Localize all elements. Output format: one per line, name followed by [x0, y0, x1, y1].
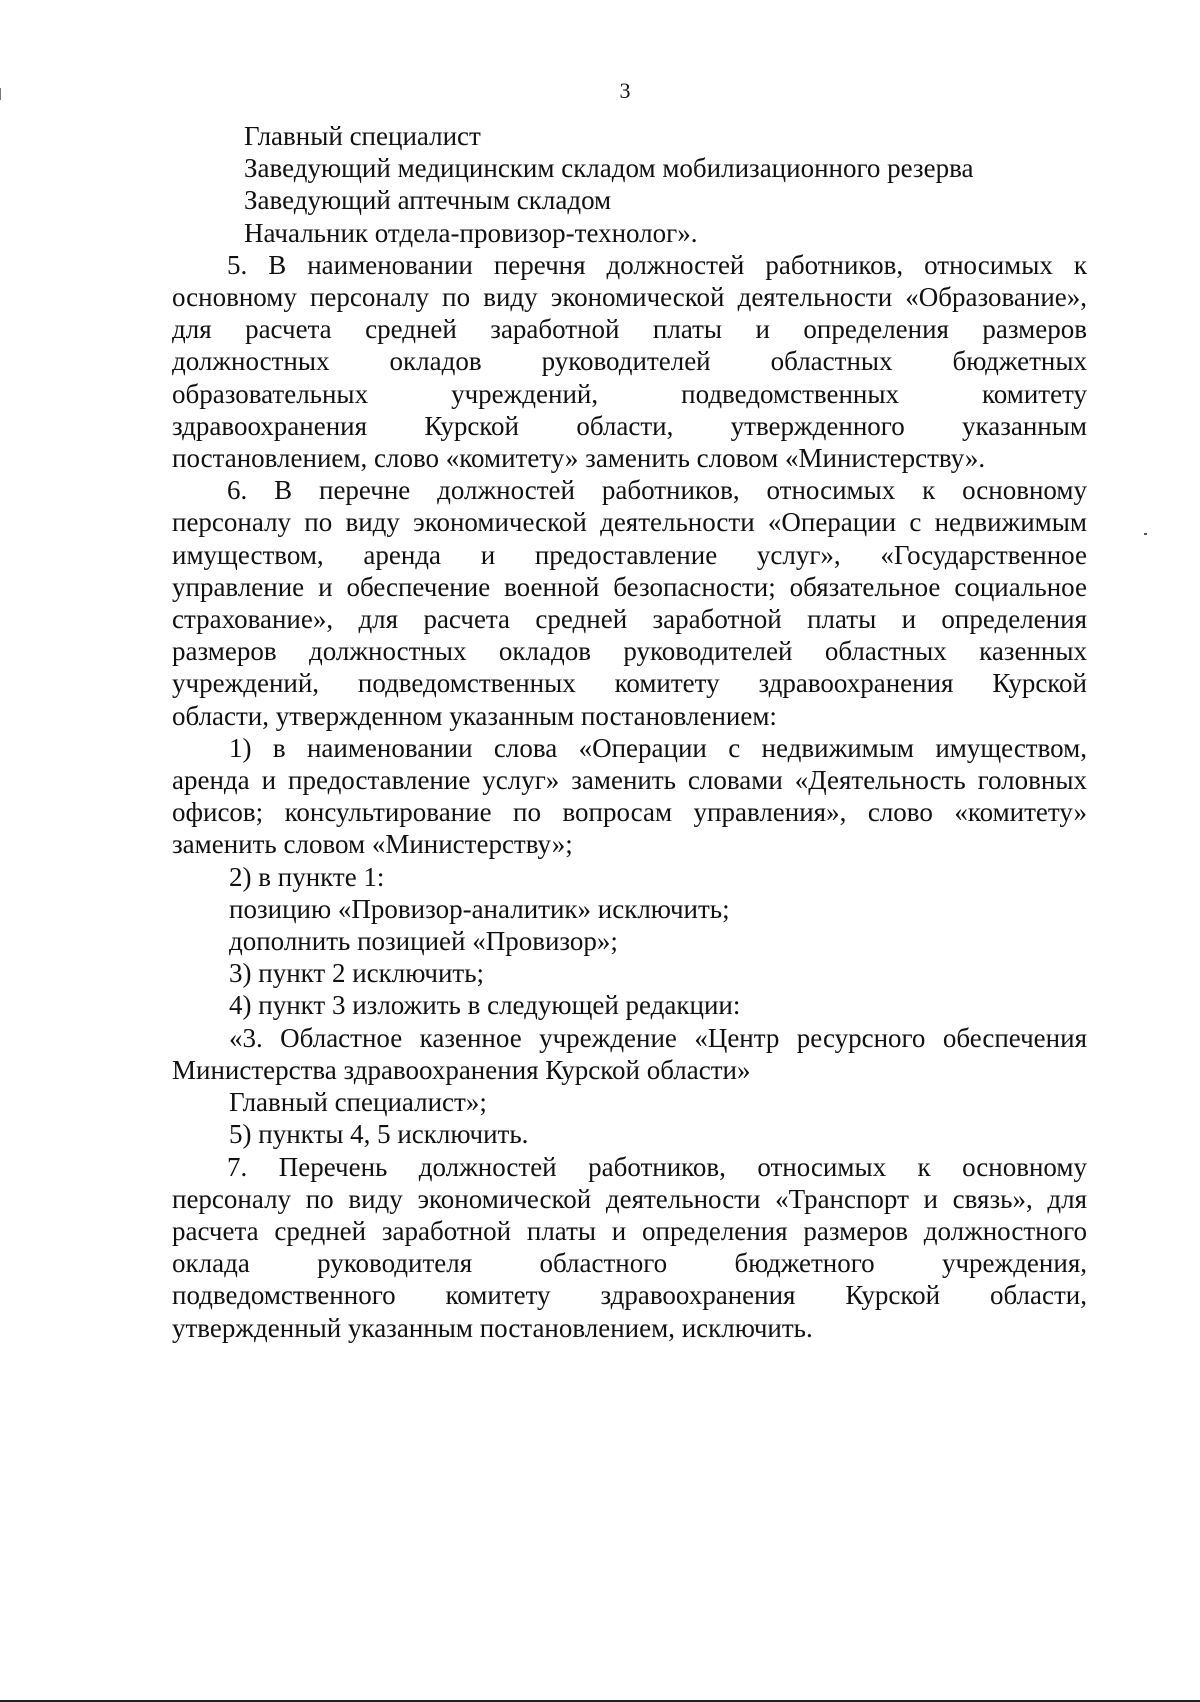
paragraph-5-line: образовательных учреждений, подведомственных комитету [172, 378, 1087, 409]
position-line: Заведующий аптечным складом [244, 185, 612, 216]
paragraph-5-line: 5. В наименовании перечня должностей работников, относимых к [227, 249, 1087, 280]
subitem-5-line: 5) пункты 4, 5 исключить. [229, 1119, 529, 1150]
paragraph-7-line: расчета средней заработной платы и определения размеров должностного [172, 1215, 1087, 1246]
subitem-3-line: 3) пункт 2 исключить; [229, 958, 485, 989]
paragraph-7-line: утвержденный указанным постановлением, исключить. [172, 1312, 813, 1343]
subitem-1-line: аренда и предоставление услуг» заменить словами «Деятельность головных [172, 765, 1087, 796]
subitem-1-line: офисов; консультирование по вопросам управления», слово «комитету» [172, 797, 1087, 828]
paragraph-5-line: для расчета средней заработной платы и определения размеров [172, 314, 1087, 345]
paragraph-7-line: 7. Перечень должностей работников, относимых к основному [227, 1151, 1087, 1182]
subitem-4-line: 4) пункт 3 изложить в следующей редакции: [229, 990, 741, 1021]
paragraph-6-line: области, утвержденном указанным постановлением: [172, 700, 777, 731]
position-line: Заведующий медицинским складом мобилизационного резерва [244, 153, 974, 184]
position-line: Начальник отдела-провизор-технолог». [244, 217, 698, 248]
subitem-2-line: дополнить позицией «Провизор»; [229, 926, 618, 957]
paragraph-6-line: персоналу по виду экономической деятельности «Операции с недвижимым [172, 507, 1087, 538]
subitem-4-quote-line: «3. Областное казенное учреждение «Центр ресурсного обеспечения [229, 1022, 1087, 1053]
position-line: Главный специалист [244, 121, 481, 151]
paragraph-6-line: имуществом, аренда и предоставление услуг», «Государственное [172, 539, 1087, 570]
paragraph-5-line: постановлением, слово «комитету» заменить словом «Министерству». [172, 443, 986, 474]
paragraph-7-line: подведомственного комитету здравоохранения Курской области, [172, 1280, 1087, 1311]
subitem-1-line: заменить словом «Министерству»; [172, 829, 573, 860]
paragraph-5-line: здравоохранения Курской области, утвержденного указанным [172, 410, 1087, 441]
subitem-4-quote-line: Министерства здравоохранения Курской области» [172, 1054, 751, 1085]
paragraph-6-line: учреждений, подведомственных комитету здравоохранения Курской [172, 668, 1087, 699]
paragraph-6-line: управление и обеспечение военной безопасности; обязательное социальное [172, 571, 1087, 602]
subitem-2-line: 2) в пункте 1: [229, 861, 385, 892]
paragraph-6-line: 6. В перечне должностей работников, относимых к основному [227, 475, 1087, 506]
paragraph-7-line: оклада руководителя областного бюджетного учреждения, [172, 1248, 1087, 1279]
subitem-4-quote-line: Главный специалист»; [229, 1087, 487, 1118]
paragraph-5-line: должностных окладов руководителей областных бюджетных [172, 346, 1087, 377]
page-number: 3 [619, 78, 631, 103]
subitem-1-line: 1) в наименовании слова «Операции с недвижимым имуществом, [229, 732, 1087, 763]
paragraph-6-line: страхование», для расчета средней заработной платы и определения [172, 604, 1087, 635]
paragraph-5-line: основному персоналу по виду экономической деятельности «Образование», [172, 282, 1087, 313]
subitem-2-line: позицию «Провизор-аналитик» исключить; [229, 893, 730, 924]
paragraph-6-line: размеров должностных окладов руководителей областных казенных [172, 636, 1087, 667]
paragraph-7-line: персоналу по виду экономической деятельности «Транспорт и связь», для [172, 1183, 1087, 1214]
scan-speck [1144, 533, 1147, 535]
document-body [172, 120, 1087, 1344]
